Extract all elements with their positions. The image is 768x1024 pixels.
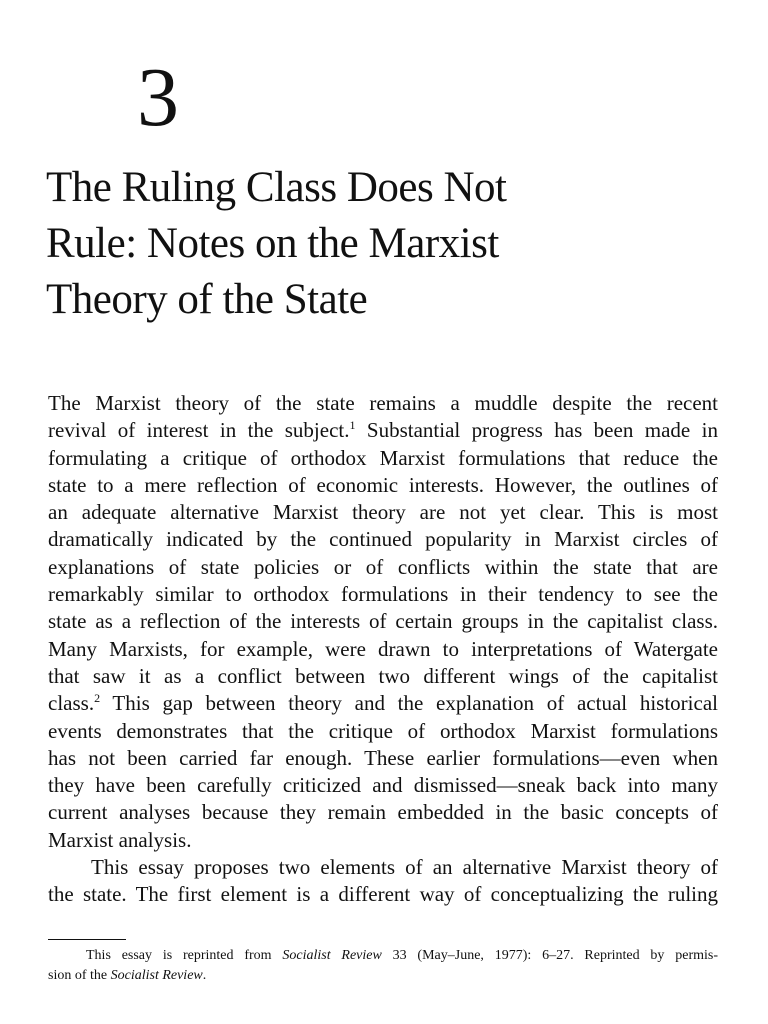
journal-title: Socialist Review bbox=[282, 948, 382, 963]
text-line: dramatically indicated by the continued popularity in Marxist circles of bbox=[48, 527, 718, 552]
text-line: remarkably similar to orthodox formulations in their tendency to see the bbox=[48, 582, 718, 607]
text-line: state to a mere reflection of economic interests. However, the outlines of bbox=[48, 472, 718, 497]
body-text bbox=[48, 390, 718, 909]
text-line: explanations of state policies or of conflicts within the state that are bbox=[48, 554, 718, 579]
chapter-title-line: Rule: Notes on the Marxist bbox=[46, 220, 499, 267]
footnote bbox=[48, 946, 718, 986]
text-line: an adequate alternative Marxist theory are not yet clear. This is most bbox=[48, 500, 718, 525]
text-line: Many Marxists, for example, were drawn to interpretations of Watergate bbox=[48, 636, 718, 661]
chapter-title bbox=[46, 160, 646, 328]
text-line: current analyses because they remain embedded in the basic concepts of bbox=[48, 800, 718, 825]
text-line: state as a reflection of the interests of certain groups in the capitalist class. bbox=[48, 609, 718, 634]
text-line: This essay proposes two elements of an alternative Marxist theory of bbox=[91, 855, 718, 880]
chapter-title-line: The Ruling Class Does Not bbox=[46, 164, 507, 211]
footnote-divider bbox=[48, 939, 126, 940]
text-line: class.$^2$ This gap between theory and the explanation of actual historical bbox=[48, 691, 718, 716]
journal-title: Socialist Review bbox=[110, 968, 203, 983]
chapter-number: 3 bbox=[137, 51, 179, 144]
text-line: revival of interest in the subject.$^1$ Substantial progress has been made in bbox=[48, 418, 718, 443]
footnote-marker[interactable]: 1 bbox=[349, 418, 356, 433]
text-line: formulating a critique of orthodox Marxist formulations that reduce the bbox=[48, 445, 718, 470]
text-line: events demonstrates that the critique of orthodox Marxist formulations bbox=[48, 718, 718, 743]
text-line: The Marxist theory of the state remains a muddle despite the recent bbox=[48, 391, 718, 415]
text-line: they have been carefully criticized and dismissed—sneak back into many bbox=[48, 773, 718, 798]
text-line: the state. The first element is a different way of conceptualizing the ruling bbox=[48, 882, 718, 907]
text-line: Marxist analysis. bbox=[48, 827, 192, 852]
footnote-line: sion of the Socialist Review. bbox=[48, 968, 207, 983]
footnote-line: This essay is reprinted from Socialist Review 33 (May–June, 1977): 6–27. Reprinted by permis- bbox=[86, 948, 718, 963]
chapter-title-line: Theory of the State bbox=[46, 276, 368, 323]
text-line: has not been carried far enough. These earlier formulations—even when bbox=[48, 745, 718, 770]
text-line: that saw it as a conflict between two different wings of the capitalist bbox=[48, 663, 718, 688]
footnote-marker[interactable]: 2 bbox=[94, 691, 101, 706]
